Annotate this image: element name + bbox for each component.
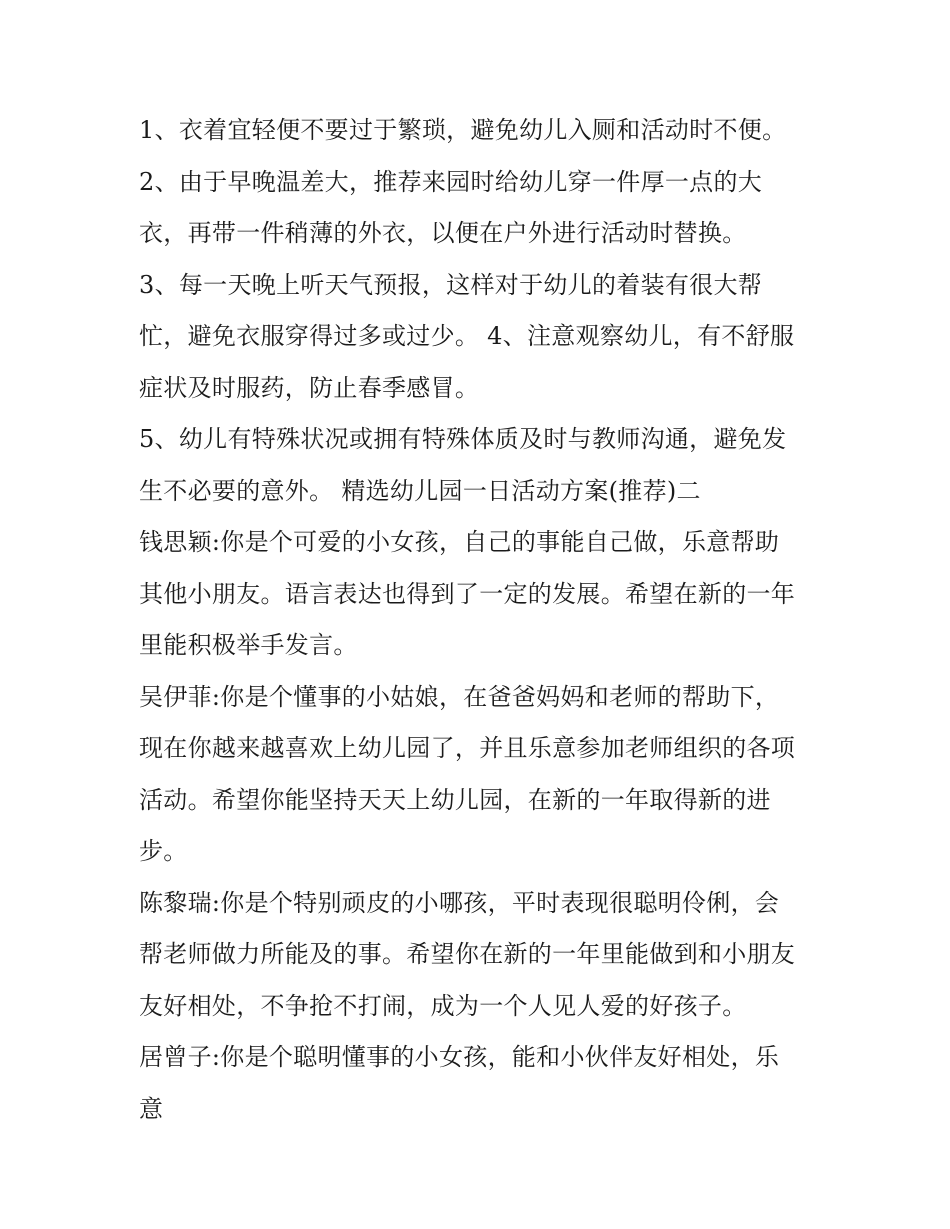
text-line: 吴伊菲:你是个懂事的小姑娘，在爸爸妈妈和老师的帮助下， xyxy=(139,682,780,711)
text-line: 里能积极举手发言。 xyxy=(139,631,358,659)
text-line: 症状及时服药，防止春季感冒。 xyxy=(139,373,480,402)
text-line: 现在你越来越喜欢上幼儿园了，并且乐意参加老师组织的各项 xyxy=(139,734,796,762)
text-line: 1、衣着宜轻便不要过于繁琐，避免幼儿入厕和活动时不便。 xyxy=(139,116,787,144)
text-line: 其他小朋友。语言表达也得到了一定的发展。希望在新的一年 xyxy=(139,579,796,608)
document-body xyxy=(139,108,829,1138)
text-line: 居曾子:你是个聪明懂事的小女孩，能和小伙伴友好相处，乐 xyxy=(139,1043,780,1071)
text-line: 衣，再带一件稍薄的外衣，以便在户外进行活动时替换。 xyxy=(139,219,747,247)
text-line: 忙，避免衣服穿得过多或过少。 4、注意观察幼儿，有不舒服 xyxy=(139,322,795,350)
text-line: 3、每一天晚上听天气预报，这样对于幼儿的着装有很大帮 xyxy=(139,270,763,299)
text-line: 意 xyxy=(139,1094,164,1123)
text-line: 友好相处，不争抢不打闹，成为一个人见人爱的好孩子。 xyxy=(139,991,747,1020)
text-line: 生不必要的意外。 精选幼儿园一日活动方案(推荐)二 xyxy=(139,476,701,505)
text-line: 5、幼儿有特殊状况或拥有特殊体质及时与教师沟通，避免发 xyxy=(139,425,787,453)
text-line: 帮老师做力所能及的事。希望你在新的一年里能做到和小朋友 xyxy=(139,940,796,968)
text-line: 活动。希望你能坚持天天上幼儿园，在新的一年取得新的进 xyxy=(139,785,771,814)
text-line: 陈黎瑞:你是个特别顽皮的小哪孩，平时表现很聪明伶俐，会 xyxy=(139,888,780,917)
text-line: 步。 xyxy=(139,837,188,865)
text-line: 2、由于早晚温差大，推荐来园时给幼儿穿一件厚一点的大 xyxy=(139,167,763,196)
text-line: 钱思颖:你是个可爱的小女孩，自己的事能自己做，乐意帮助 xyxy=(139,528,780,556)
